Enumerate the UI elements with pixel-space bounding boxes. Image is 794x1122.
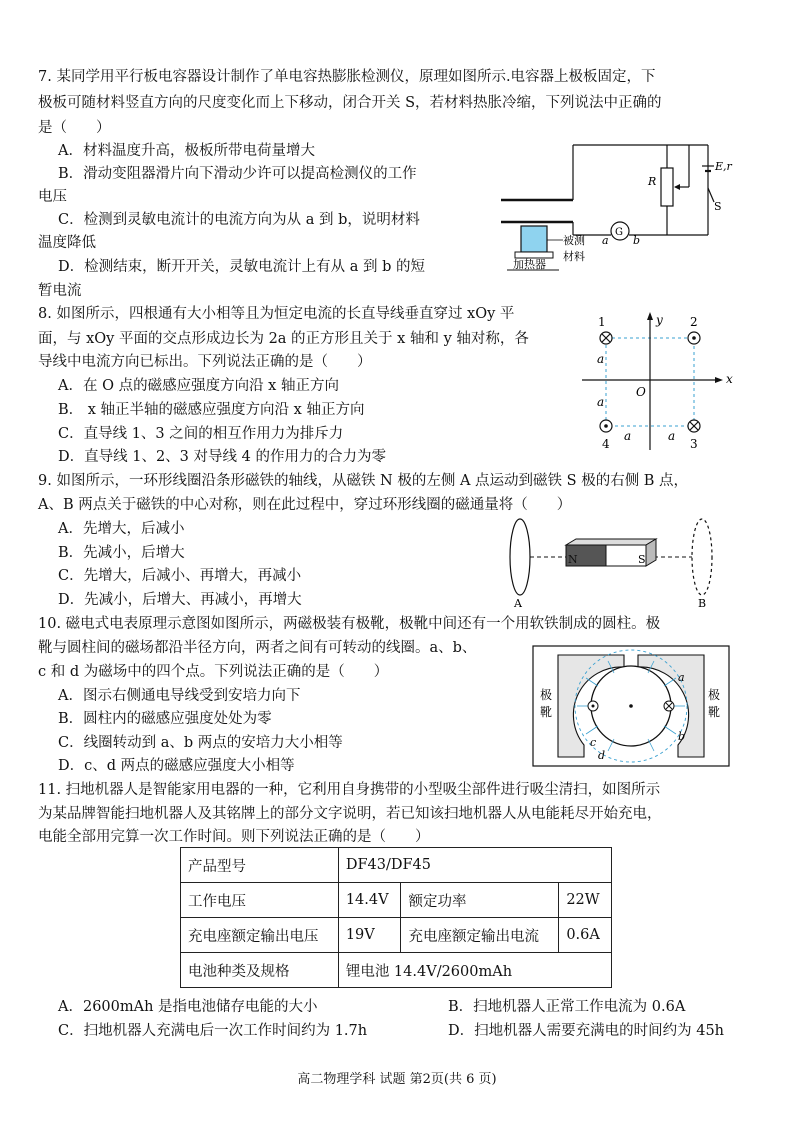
label-R: R (648, 175, 657, 188)
label-A: A (514, 597, 522, 610)
q11-stem-line-1: 11. 扫地机器人是智能家用电器的一种，它利用自身携带的小型吸尘部件进行吸尘清扫，如图所示 (38, 782, 661, 798)
q10-option-c: C．线圈转动到 a、b 两点的安培力大小相等 (58, 735, 343, 751)
side-a-label: a (597, 352, 605, 366)
q10-option-b: B．圆柱内的磁感应强度处处为零 (58, 711, 272, 727)
q11-option-b: B．扫地机器人正常工作电流为 0.6A (448, 999, 686, 1015)
origin-label: O (636, 385, 646, 399)
label-material-1: 被测 (563, 234, 585, 247)
table-cell: DF43/DF45 (338, 848, 611, 883)
q7-option-b: B．滑动变阻器滑片向下滑动少许可以提高检测仪的工作 (58, 166, 417, 182)
q7-option-d: D．检测结束，断开开关，灵敏电流计上有从 a 到 b 的短 (58, 259, 425, 275)
left-shoe-label-2: 靴 (540, 705, 553, 719)
side-a-label: a (597, 395, 605, 409)
label-b: b (633, 234, 641, 247)
y-label: y (656, 313, 663, 327)
material-block (521, 226, 547, 252)
q8-wire-diagram (580, 310, 740, 460)
q9-option-b: B．先减小，后增大 (58, 545, 185, 561)
table-cell: 额定功率 (401, 883, 559, 918)
table-cell: 充电座额定输出电流 (401, 918, 559, 953)
label-G: G (615, 227, 623, 238)
table-cell: 工作电压 (181, 883, 339, 918)
wire-2-label: 2 (690, 315, 698, 329)
rheostat-icon (661, 168, 673, 206)
q8-option-d: D．直导线 1、2、3 对导线 4 的作用力的合力为零 (58, 449, 386, 465)
q10-option-a: A．图示右侧通电导线受到安培力向下 (58, 688, 301, 704)
q7-stem-line-3: 是（ ） (38, 120, 111, 136)
q10-stem-line-2: 靴与圆柱间的磁场都沿半径方向，两者之间有可转动的线圈。a、b、 (38, 640, 477, 656)
q11-spec-table (180, 847, 612, 988)
slider-arrow-icon (674, 184, 680, 190)
q11-stem-line-3: 电能全部用完算一次工作时间。则下列说法正确的是（ ） (38, 829, 430, 845)
side-a-label: a (668, 429, 676, 443)
right-shoe-label-2: 靴 (708, 705, 721, 719)
q10-option-d: D．c、d 两点的磁感应强度大小相等 (58, 758, 295, 774)
table-row (181, 848, 612, 883)
side-a-label: a (624, 429, 632, 443)
q11-stem-line-2: 为某品牌智能扫地机器人及其铭牌上的部分文字说明，若已知该扫地机器人从电能耗尽开始充电， (38, 806, 662, 822)
table-cell: 电池种类及规格 (181, 953, 339, 988)
coil-b-icon (692, 519, 712, 595)
table-row (181, 953, 612, 988)
x-arrow-icon (715, 377, 723, 383)
table-cell: 14.4V (338, 883, 401, 918)
q9-option-d: D．先减小，后增大、再减小，再增大 (58, 592, 302, 608)
q9-magnet-figure (500, 513, 740, 611)
wire-4-label: 4 (602, 437, 610, 451)
q10-stem-line-3: c 和 d 为磁场中的四个点。下列说法正确的是（ ） (38, 664, 389, 680)
q8-stem-line-1: 8. 如图所示，四根通有大小相等且为恒定电流的长直导线垂直穿过 xOy 平 (38, 306, 515, 322)
q8-option-a: A．在 O 点的磁感应强度方向沿 x 轴正方向 (58, 378, 339, 394)
q8-option-c: C．直导线 1、3 之间的相互作用力为排斥力 (58, 426, 344, 442)
q10-meter-figure (532, 645, 730, 767)
label-S: S (714, 200, 722, 213)
table-cell: 22W (559, 883, 612, 918)
q7-circuit-figure (493, 140, 741, 272)
q8-option-b: B． x 轴正半轴的磁感应强度方向沿 x 轴正方向 (58, 402, 365, 418)
q11-option-c: C．扫地机器人充满电后一次工作时间约为 1.7h (58, 1023, 368, 1039)
label-N: N (568, 553, 578, 566)
table-cell: 锂电池 14.4V/2600mAh (338, 953, 611, 988)
label-B: B (698, 597, 707, 610)
left-shoe-label-1: 极 (540, 688, 553, 702)
q7-option-d-cont: 暂电流 (38, 283, 82, 299)
x-label: x (726, 372, 733, 386)
q9-stem-line-1: 9. 如图所示，一环形线圈沿条形磁铁的轴线，从磁铁 N 极的左侧 A 点运动到磁铁 S 极的右侧 B 点， (38, 473, 689, 489)
label-a: a (602, 234, 609, 247)
point-a-label: a (678, 671, 685, 684)
label-E: E,r (715, 160, 732, 173)
q7-option-c: C．检测到灵敏电流计的电流方向为从 a 到 b，说明材料 (58, 212, 420, 228)
wire-1-label: 1 (598, 315, 606, 329)
q9-option-c: C．先增大，后减小、再增大，再减小 (58, 568, 302, 584)
q7-option-a: A．材料温度升高，极板所带电荷量增大 (58, 143, 315, 159)
q7-stem-line-2: 极板可随材料竖直方向的尺度变化而上下移动，闭合开关 S，若材料热胀冷缩，下列说法中正确的 (38, 95, 662, 111)
q9-option-a: A．先增大，后减小 (58, 521, 185, 537)
table-cell: 19V (338, 918, 401, 953)
table-cell: 充电座额定输出电压 (181, 918, 339, 953)
q7-option-c-cont: 温度降低 (38, 235, 96, 251)
coil-a-icon (510, 519, 530, 595)
q11-option-a: A．2600mAh 是指电池储存电能的大小 (58, 999, 318, 1015)
label-heater: 加热器 (513, 258, 546, 271)
table-cell: 0.6A (559, 918, 612, 953)
label-S: S (638, 553, 646, 566)
q10-stem-line-1: 10. 磁电式电表原理示意图如图所示，两磁极装有极靴，极靴中间还有一个用软铁制成的圆柱。极 (38, 616, 661, 632)
y-arrow-icon (647, 312, 653, 320)
right-shoe-label-1: 极 (708, 688, 721, 702)
page-footer: 高二物理学科 试题 第2页(共 6 页) (297, 1072, 497, 1087)
table-row (181, 918, 612, 953)
q7-stem-line-1: 7. 某同学用平行板电容器设计制作了单电容热膨胀检测仪，原理如图所示.电容器上极板固定，下 (38, 69, 656, 85)
table-cell: 产品型号 (181, 848, 339, 883)
point-b-label: b (678, 730, 686, 743)
q8-stem-line-3: 导线中电流方向已标出。下列说法正确的是（ ） (38, 354, 372, 370)
point-d-label: d (598, 749, 606, 762)
point-c-label: c (590, 736, 597, 749)
table-row (181, 883, 612, 918)
q7-option-b-cont: 电压 (38, 189, 67, 205)
q8-stem-line-2: 面，与 xOy 平面的交点形成边长为 2a 的正方形且关于 x 轴和 y 轴对称，各 (38, 331, 529, 347)
q11-option-d: D．扫地机器人需要充满电的时间约为 45h (448, 1023, 725, 1039)
wire-3-label: 3 (690, 437, 698, 451)
q9-stem-line-2: A、B 两点关于磁铁的中心对称，则在此过程中，穿过环形线圈的磁通量将（ ） (38, 497, 572, 513)
label-material-2: 材料 (563, 250, 585, 263)
